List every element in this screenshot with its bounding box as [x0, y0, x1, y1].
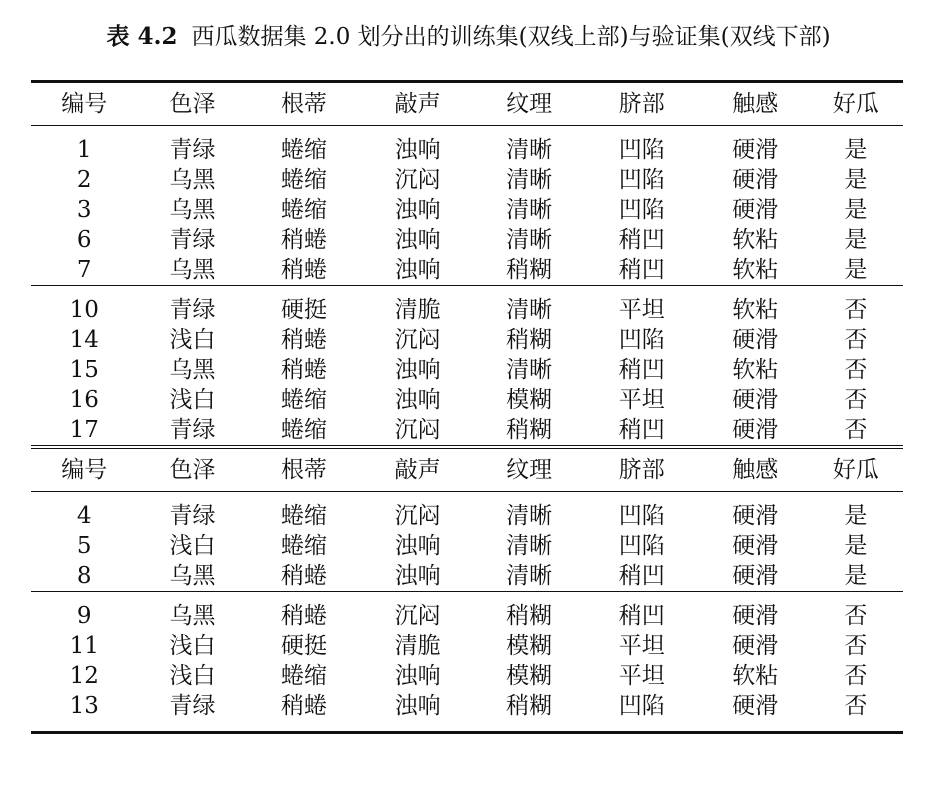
cell-root: 稍蜷	[249, 592, 362, 632]
cell-texture: 清晰	[506, 503, 553, 529]
column-header-sound: 敲声	[362, 447, 474, 492]
cell-sound: 浊响	[394, 663, 441, 689]
table-row	[31, 631, 903, 661]
cell-sound: 浊响	[394, 387, 441, 413]
cell-color: 乌黑	[169, 257, 216, 283]
column-header-color: 色泽	[137, 447, 249, 492]
cell-navel: 凹陷	[586, 691, 699, 733]
cell-sound: 浊响	[394, 533, 441, 559]
cell-texture: 清晰	[506, 227, 553, 253]
cell-navel: 平坦	[618, 663, 665, 689]
cell-id: 4	[76, 503, 92, 529]
cell-id: 16	[69, 387, 99, 413]
column-header-root: 根蒂	[249, 447, 362, 492]
cell-id: 9	[31, 592, 137, 632]
cell-good: 否	[844, 417, 868, 443]
cell-good: 否	[844, 387, 868, 413]
cell-navel: 平坦	[618, 633, 665, 659]
column-header-good: 好瓜	[809, 447, 903, 492]
cell-good: 是	[844, 227, 868, 253]
cell-navel: 凹陷	[618, 167, 665, 193]
cell-texture: 清晰	[506, 563, 553, 589]
table-body	[31, 82, 903, 733]
cell-root: 蜷缩	[280, 387, 327, 413]
cell-root: 蜷缩	[280, 533, 327, 559]
table-row	[31, 661, 903, 691]
cell-texture: 稍糊	[473, 592, 586, 632]
cell-sound: 清脆	[394, 633, 441, 659]
cell-sound: 浊响	[362, 691, 474, 733]
column-header-touch: 触感	[698, 82, 809, 126]
table-row	[31, 325, 903, 355]
cell-root: 蜷缩	[280, 137, 327, 163]
table-row	[31, 286, 903, 326]
column-header-navel: 脐部	[586, 447, 699, 492]
cell-good: 是	[844, 137, 868, 163]
cell-color: 青绿	[169, 417, 216, 443]
cell-touch: 硬滑	[732, 387, 779, 413]
cell-good: 否	[809, 286, 903, 326]
column-header-good: 好瓜	[809, 82, 903, 126]
table-caption	[0, 18, 937, 51]
cell-navel: 稍凹	[618, 257, 665, 283]
cell-navel: 凹陷	[618, 327, 665, 353]
cell-texture: 稍糊	[506, 417, 553, 443]
cell-good: 是	[844, 167, 868, 193]
cell-id: 2	[76, 167, 92, 193]
table-row	[31, 561, 903, 592]
cell-touch: 软粘	[732, 357, 779, 383]
cell-color: 青绿	[137, 691, 249, 733]
cell-color: 乌黑	[169, 357, 216, 383]
cell-good: 否	[844, 327, 868, 353]
cell-color: 浅白	[169, 327, 216, 353]
cell-color: 浅白	[169, 633, 216, 659]
validation-header-row	[31, 447, 903, 492]
cell-touch: 硬滑	[732, 633, 779, 659]
cell-root: 稍蜷	[280, 357, 327, 383]
cell-id: 1	[76, 137, 92, 163]
column-header-color: 色泽	[137, 82, 249, 126]
cell-navel: 稍凹	[618, 417, 665, 443]
cell-sound: 沉闷	[362, 592, 474, 632]
cell-color: 青绿	[169, 227, 216, 253]
cell-root: 稍蜷	[280, 257, 327, 283]
cell-touch: 硬滑	[698, 592, 809, 632]
cell-root: 硬挺	[280, 633, 327, 659]
table-row	[31, 531, 903, 561]
cell-good: 是	[844, 197, 868, 223]
column-header-touch: 触感	[698, 447, 809, 492]
cell-root: 蜷缩	[280, 417, 327, 443]
cell-navel: 平坦	[586, 286, 699, 326]
table-row	[31, 415, 903, 447]
cell-root: 蜷缩	[280, 663, 327, 689]
cell-root: 蜷缩	[280, 197, 327, 223]
cell-texture: 清晰	[506, 533, 553, 559]
cell-touch: 硬滑	[732, 503, 779, 529]
cell-navel: 稍凹	[618, 563, 665, 589]
data-table	[31, 80, 903, 734]
cell-color: 乌黑	[169, 563, 216, 589]
table-row	[31, 385, 903, 415]
cell-texture: 模糊	[506, 663, 553, 689]
table-row	[31, 255, 903, 286]
cell-root: 硬挺	[249, 286, 362, 326]
cell-sound: 清脆	[362, 286, 474, 326]
cell-color: 青绿	[169, 137, 216, 163]
cell-id: 6	[76, 227, 92, 253]
cell-id: 3	[76, 197, 92, 223]
cell-id: 10	[31, 286, 137, 326]
cell-navel: 凹陷	[618, 533, 665, 559]
cell-good: 否	[844, 633, 868, 659]
column-header-texture: 纹理	[473, 82, 586, 126]
cell-good: 否	[844, 663, 868, 689]
cell-color: 青绿	[169, 503, 216, 529]
cell-id: 11	[69, 633, 99, 659]
cell-sound: 浊响	[394, 227, 441, 253]
cell-texture: 清晰	[506, 137, 553, 163]
cell-sound: 沉闷	[394, 167, 441, 193]
cell-touch: 硬滑	[732, 533, 779, 559]
cell-sound: 浊响	[394, 563, 441, 589]
cell-id: 12	[69, 663, 99, 689]
cell-id: 14	[69, 327, 99, 353]
cell-id: 13	[31, 691, 137, 733]
cell-good: 否	[809, 592, 903, 632]
cell-touch: 软粘	[732, 257, 779, 283]
cell-navel: 平坦	[618, 387, 665, 413]
cell-color: 乌黑	[169, 197, 216, 223]
training-header-row	[31, 82, 903, 126]
column-header-id: 编号	[31, 82, 137, 126]
cell-color: 浅白	[169, 663, 216, 689]
table-row	[31, 492, 903, 532]
cell-good: 是	[844, 257, 868, 283]
cell-id: 17	[69, 417, 99, 443]
cell-touch: 硬滑	[732, 417, 779, 443]
cell-color: 青绿	[137, 286, 249, 326]
cell-color: 浅白	[169, 533, 216, 559]
table-row	[31, 592, 903, 632]
cell-touch: 软粘	[698, 286, 809, 326]
watermelon-data-table	[31, 80, 903, 734]
column-header-root: 根蒂	[249, 82, 362, 126]
column-header-sound: 敲声	[362, 82, 474, 126]
cell-root: 稍蜷	[280, 227, 327, 253]
cell-root: 稍蜷	[249, 691, 362, 733]
cell-touch: 软粘	[732, 227, 779, 253]
cell-sound: 沉闷	[394, 503, 441, 529]
table-row	[31, 165, 903, 195]
cell-good: 是	[844, 503, 868, 529]
cell-root: 蜷缩	[280, 167, 327, 193]
cell-good: 是	[844, 563, 868, 589]
cell-texture: 清晰	[506, 167, 553, 193]
table-row	[31, 195, 903, 225]
cell-sound: 浊响	[394, 197, 441, 223]
cell-texture: 模糊	[506, 387, 553, 413]
cell-texture: 稍糊	[506, 257, 553, 283]
cell-navel: 凹陷	[618, 197, 665, 223]
cell-sound: 浊响	[394, 257, 441, 283]
cell-good: 否	[809, 691, 903, 733]
cell-touch: 硬滑	[698, 691, 809, 733]
cell-color: 乌黑	[137, 592, 249, 632]
cell-good: 是	[844, 533, 868, 559]
cell-root: 稍蜷	[280, 563, 327, 589]
cell-navel: 稍凹	[618, 357, 665, 383]
column-header-id: 编号	[31, 447, 137, 492]
cell-good: 否	[844, 357, 868, 383]
cell-sound: 沉闷	[394, 417, 441, 443]
cell-navel: 稍凹	[618, 227, 665, 253]
cell-texture: 稍糊	[473, 691, 586, 733]
cell-color: 浅白	[169, 387, 216, 413]
cell-navel: 凹陷	[618, 137, 665, 163]
cell-root: 蜷缩	[280, 503, 327, 529]
cell-id: 15	[69, 357, 99, 383]
cell-touch: 硬滑	[732, 197, 779, 223]
cell-texture: 模糊	[506, 633, 553, 659]
cell-touch: 硬滑	[732, 327, 779, 353]
column-header-texture: 纹理	[473, 447, 586, 492]
cell-touch: 软粘	[732, 663, 779, 689]
cell-touch: 硬滑	[732, 563, 779, 589]
cell-texture: 清晰	[473, 286, 586, 326]
cell-touch: 硬滑	[732, 167, 779, 193]
table-row	[31, 225, 903, 255]
cell-sound: 浊响	[394, 137, 441, 163]
table-title: 西瓜数据集 2.0 划分出的训练集(双线上部)与验证集(双线下部)	[191, 24, 831, 50]
cell-navel: 稍凹	[586, 592, 699, 632]
cell-texture: 清晰	[506, 357, 553, 383]
cell-texture: 清晰	[506, 197, 553, 223]
table-row	[31, 691, 903, 733]
cell-id: 7	[76, 257, 92, 283]
table-row	[31, 126, 903, 166]
column-header-navel: 脐部	[586, 82, 699, 126]
cell-navel: 凹陷	[618, 503, 665, 529]
cell-color: 乌黑	[169, 167, 216, 193]
cell-id: 8	[76, 563, 92, 589]
table-row	[31, 355, 903, 385]
cell-sound: 沉闷	[394, 327, 441, 353]
cell-texture: 稍糊	[506, 327, 553, 353]
cell-touch: 硬滑	[732, 137, 779, 163]
table-number: 表 4.2	[106, 23, 178, 50]
cell-sound: 浊响	[394, 357, 441, 383]
cell-root: 稍蜷	[280, 327, 327, 353]
cell-id: 5	[76, 533, 92, 559]
